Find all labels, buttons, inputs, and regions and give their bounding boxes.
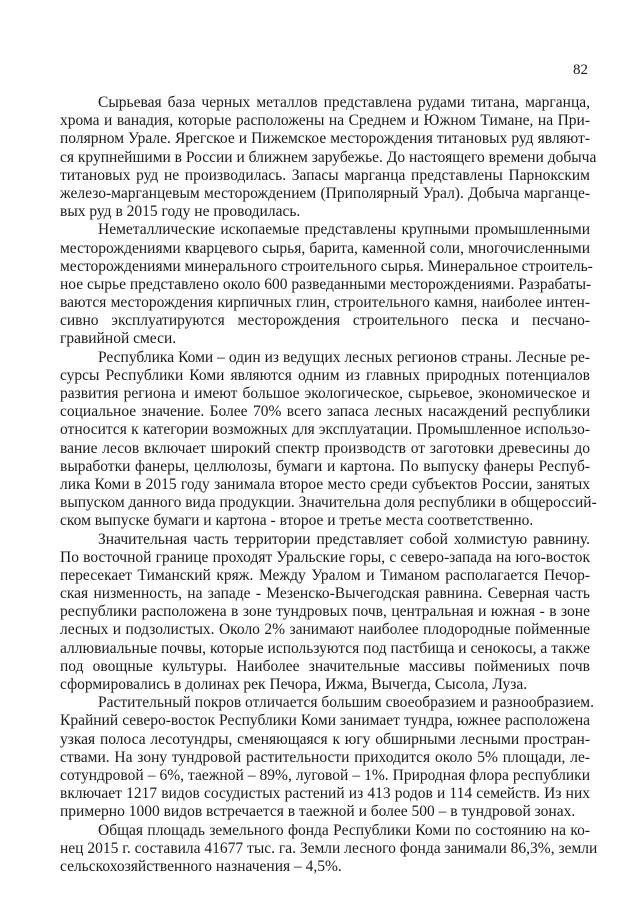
text-line: выработки фанеры, целлюлозы, бумаги и картона. По выпуску фанеры Респуб- [60,457,590,475]
text-line: лесных и подзолистых. Около 2% занимают наиболее плодородные пойменные [60,621,590,639]
paragraph [60,348,597,531]
text-line: Сырьевая база черных металлов представлена рудами титана, марганца, [98,94,590,111]
text-line: ное сырье представлено около 600 разведанными месторождениями. Разрабаты- [60,275,592,293]
text-line: лика Коми в 2015 году занимала второе место среди субъектов России, занятых [60,475,590,493]
text-line: сформировались в долинах рек Печора, Ижма, Вычегда, Сысола, Луза. [60,676,528,693]
paragraph [60,531,590,695]
text-line: Значительная часть территории представляет собой холмистую равнину. [98,530,590,548]
text-line: ваются месторождения кирпичных глин, строительного камня, наиболее интен- [60,294,590,312]
text-line: полярном Урале. Ярегское и Пижемское месторождения титановых руд являют- [60,130,590,148]
text-line: ся крупнейшими в России и ближнем зарубежье. До настоящего времени добыча [60,148,597,166]
paragraph [60,94,597,221]
text-line: вание лесов включает широкий спектр производств от заготовки древесины до [60,439,590,457]
text-line: ском выпуске бумаги и картона - второе и третье места соответственно. [60,512,534,530]
text-line: хрома и ванадия, которые расположены на Среднем и Южном Тимане, на При- [60,112,590,130]
text-line: По восточной границе проходят Уральские горы, с северо-запада на юго-восток [60,548,590,566]
text-line: месторождениями минерального строительного сырья. Минеральное строитель- [60,257,593,275]
text-line: Растительный покров отличается большим своеобразием и разнообразием. [98,694,594,712]
text-line: пересекает Тиманский кряж. Между Уралом и Тиманом располагается Печор- [60,566,590,584]
text-line: Крайний северо-восток Республики Коми занимает тундра, южнее расположена [60,712,590,730]
text-line: нец 2015 г. составила 41677 тыс. га. Земли лесного фонда занимали 86,3%, земли [60,839,598,857]
text-line: сивно эксплуатируются месторождения строительного песка и песчано- [60,312,590,330]
text-line: гравийной смеси. [60,330,177,348]
text-line: сельскохозяйственного назначения – 4,5%. [60,857,342,875]
text-line: вых руд в 2015 году не проводилась. [60,203,301,221]
paragraph [60,821,598,877]
text-line: включает 1217 видов сосудистых растений из 413 родов и 114 семейств. Из них [60,785,590,803]
text-line: сурсы Республики Коми являются одним из главных природных потенциалов [60,366,590,384]
text-line: сотундровой – 6%, таежной – 89%, луговой – 1%. Природная флора республики [60,766,590,784]
text-line: Неметаллические ископаемые представлены крупными промышленными [98,221,590,239]
text-line: железо-марганцевым месторождением (Приполярный Урал). Добыча марганце- [60,184,590,202]
text-line: Республика Коми – один из ведущих лесных регионов страны. Лесные ре- [98,348,590,366]
text-line: примерно 1000 видов встречается в таежной и более 500 – в тундровой зонах. [60,803,576,821]
text-line: титановых руд не производилась. Запасы марганца представлены Парнокским [60,166,590,184]
text-line: развития региона и имеют большое экологическое, сырьевое, экономическое и [60,385,590,402]
text-line: аллювиальные почвы, которые используются под пастбища и сенокосы, а также [60,639,590,657]
text-line: социальное значение. Более 70% всего запаса лесных насаждений республики [60,403,590,421]
text-line: узкая полоса лесотундры, сменяющаяся к югу обширными лесными простран- [60,730,590,748]
text-line: относится к категории возможных для эксплуатации. Промышленное использо- [60,421,590,439]
paragraph [60,221,593,348]
text-line: Общая площадь земельного фонда Республики Коми по состоянию на ко- [98,821,590,839]
text-line: под овощные культуры. Наиболее значительные массивы поймениых почв [60,657,590,675]
body-text [60,94,598,876]
text-line: выпуском данного вида продукции. Значительна доля республики в общероссий- [60,494,597,512]
text-line: ствами. На зону тундровой растительности приходится около 5% площади, ле- [60,748,590,766]
page-number: 82 [573,62,588,78]
paragraph [60,694,594,821]
text-line: ская низменность, на западе - Мезенско-Вычегодская равнина. Северная часть [60,585,590,603]
text-line: месторождениями кварцевого сырья, барита, каменной соли, многочисленными [60,239,590,257]
text-line: республики расположена в зоне тундровых почв, центральная и южная - в зоне [60,603,590,621]
